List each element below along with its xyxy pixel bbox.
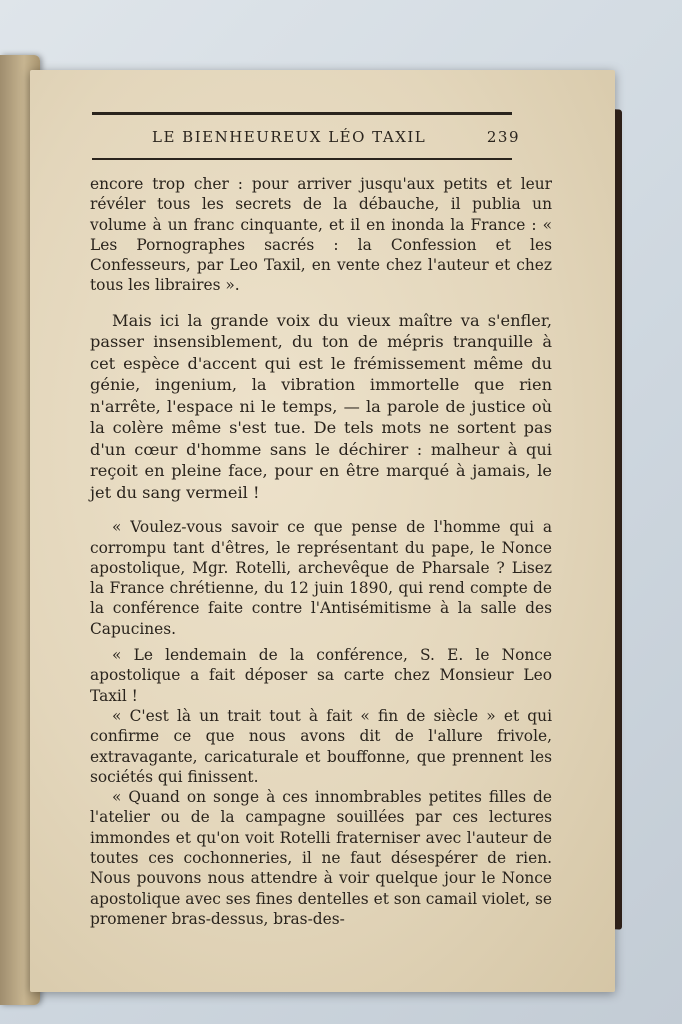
header-rule (92, 158, 512, 160)
paragraph-5: « C'est là un trait tout à fait « fin de siècle » et qui confirme ce que nous avons dit de l'allure frivole, extravagante, caricaturale et bouffonne, que prennent les sociétés qui finissent. (90, 706, 552, 786)
paragraph-3: « Voulez-vous savoir ce que pense de l'homme qui a corrompu tant d'êtres, le représentant du pape, le Nonce apostolique, Mgr. Rotelli, archevêque de Pharsale ? Lisez la France chrétienne, du 12 juin 1890, qui rend compte de la conférence faite contre l'Antisémitisme à la salle des Capucines. (90, 518, 552, 638)
paragraph-2: Mais ici la grande voix du vieux maître va s'enfler, passer insensiblement, du ton de mépris tranquille à cet espèce d'accent qui est le frémissement même du génie, ingenium, la vibration immortelle que rien n'arrête, l'espace ni le temps, — la parole de justice où la colère même s'est tue. De tels mots ne sortent pas d'un cœur d'homme sans le déchirer : malheur à qui reçoit en pleine face, pour en être marqué à jamais, le jet du sang vermeil ! (90, 310, 552, 502)
running-head (152, 128, 520, 146)
book-page (30, 70, 615, 992)
top-rule (92, 112, 512, 115)
paragraph-6: « Quand on songe à ces innombrables petites filles de l'atelier ou de la campagne souillées par ces lectures immondes et qu'on voit Rotelli fraterniser avec l'auteur de toutes ces cochonneries, il ne faut désespérer de rien. Nous pouvons nous attendre à voir quelque jour le Nonce apostolique avec ses fines dentelles et son camail violet, se promener bras-dessus, bras-des- (90, 788, 552, 928)
running-head-title: LE BIENHEUREUX LÉO TAXIL (152, 128, 427, 146)
page-number: 239 (486, 128, 520, 146)
body-text (90, 174, 552, 929)
paragraph-1: encore trop cher : pour arriver jusqu'aux petits et leur révéler tous les secrets de la débauche, il publia un volume à un franc cinquante, et il en inonda la France : « Les Pornographes sacrés : la Confession et les Confesseurs, par Leo Taxil, en vente chez l'auteur et chez tous les libraires ». (90, 175, 552, 295)
paragraph-4: « Le lendemain de la conférence, S. E. le Nonce apostolique a fait déposer sa carte chez Monsieur Leo Taxil ! (90, 646, 552, 705)
